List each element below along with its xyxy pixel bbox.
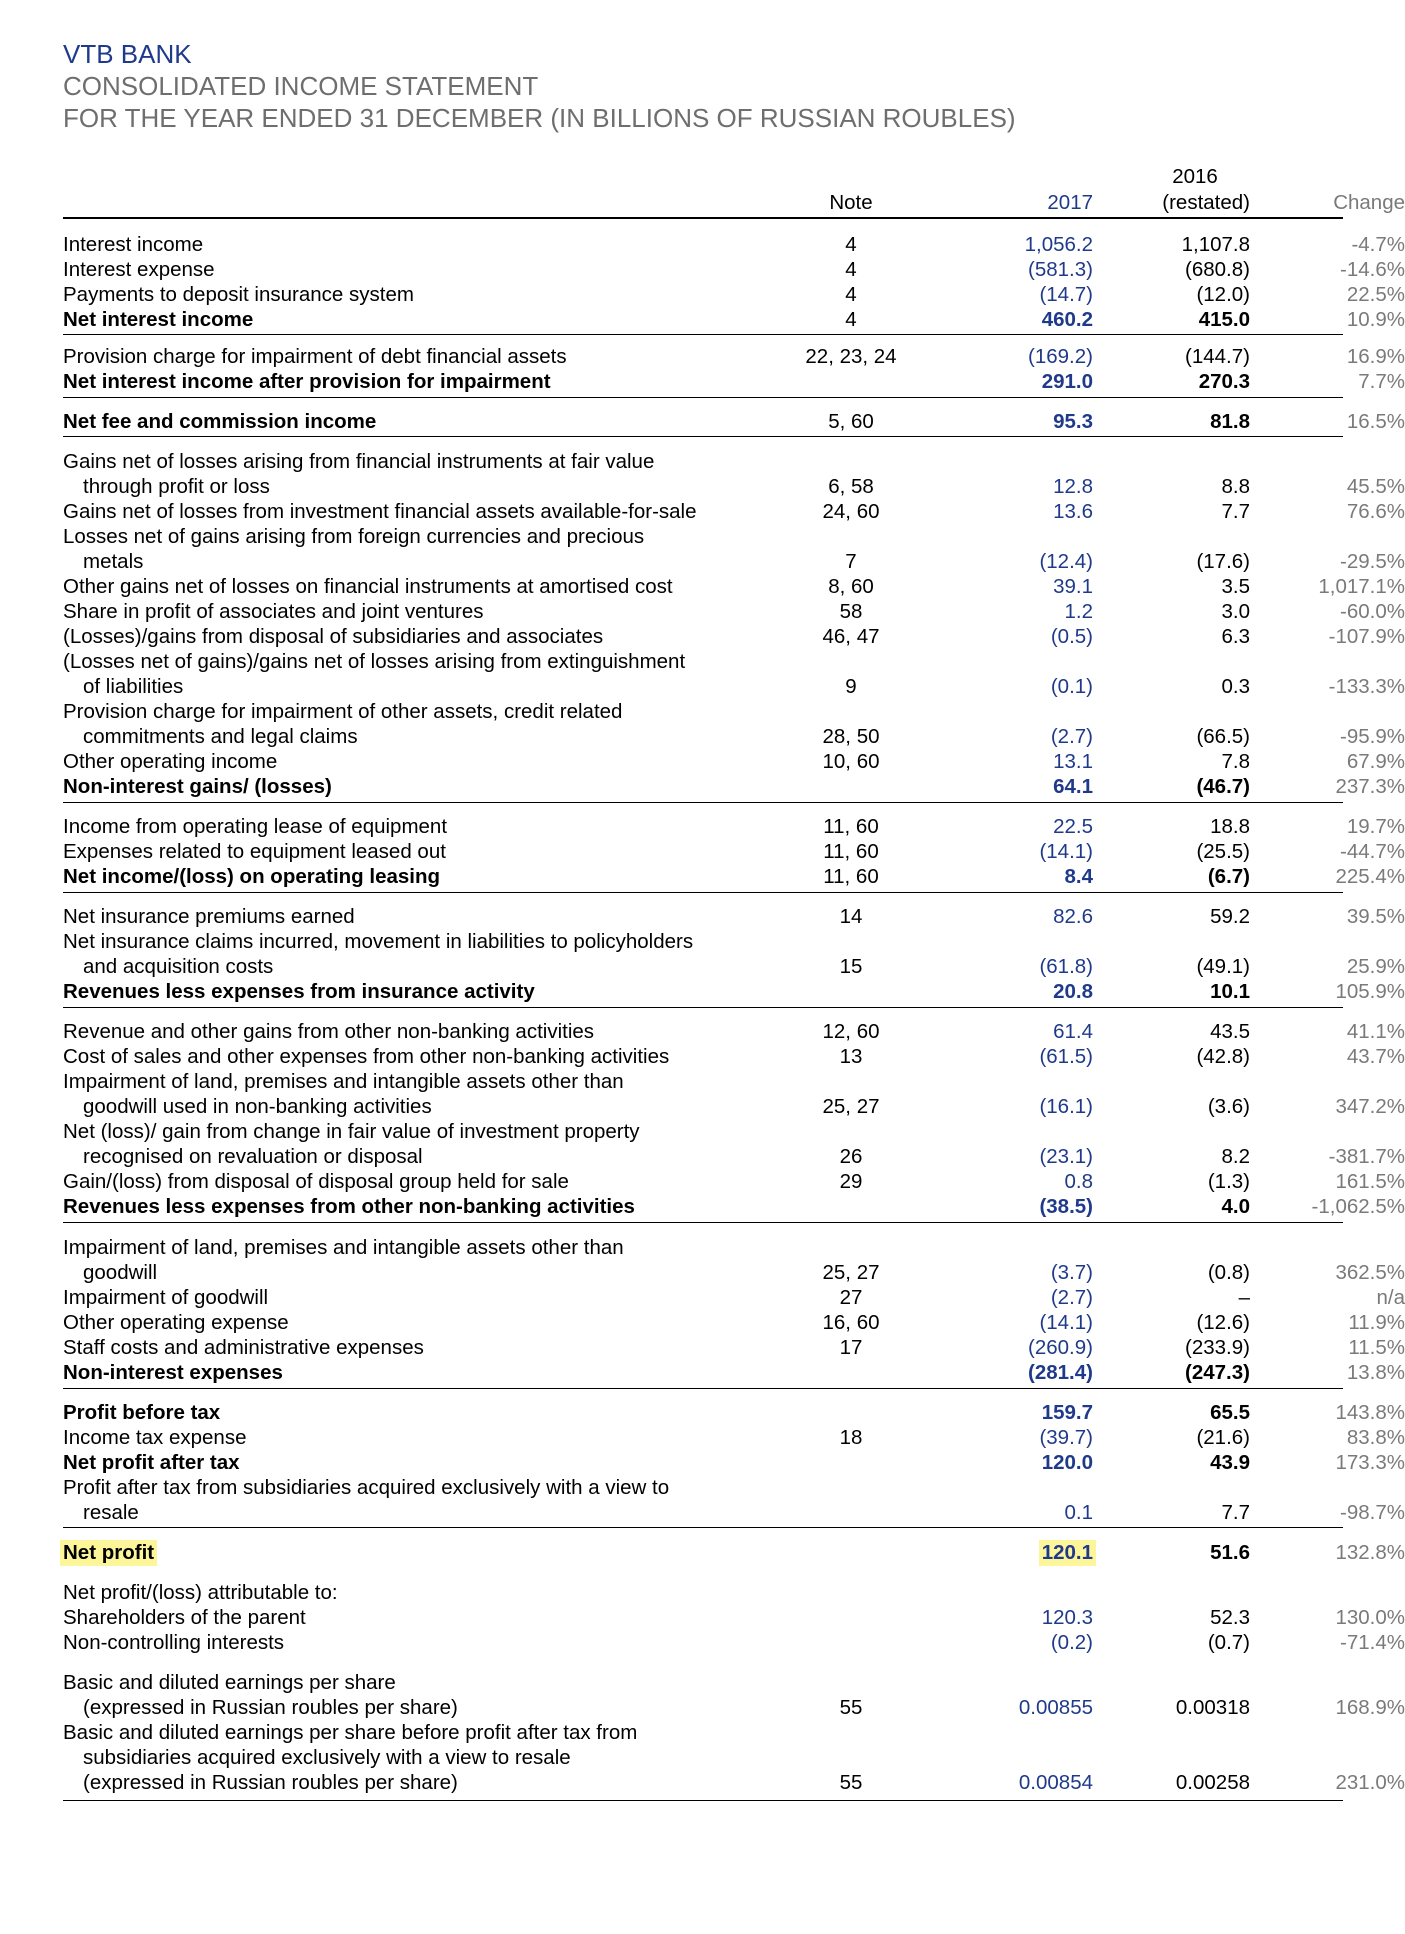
statement-row xyxy=(63,1119,1343,1145)
row-label: through profit or loss xyxy=(83,475,270,498)
row-value-2016: 1,107.8 xyxy=(1181,233,1250,256)
row-label: (expressed in Russian roubles per share) xyxy=(83,1696,458,1719)
statement-row xyxy=(63,1580,1343,1606)
statement-title: CONSOLIDATED INCOME STATEMENT xyxy=(63,71,539,101)
row-value-2016: (66.5) xyxy=(1196,725,1250,748)
row-note: 15 xyxy=(839,955,863,978)
row-value-2017: 22.5 xyxy=(1053,815,1093,838)
column-header-note: Note xyxy=(829,191,873,214)
section-rule xyxy=(63,1007,1343,1008)
row-note: 11, 60 xyxy=(823,840,879,863)
column-header-2016: 2016 xyxy=(1172,165,1218,188)
row-note: 46, 47 xyxy=(822,625,880,648)
row-value-2016: (17.6) xyxy=(1196,550,1250,573)
row-change: 1,017.1% xyxy=(1318,575,1405,598)
row-value-2017: (0.5) xyxy=(1050,625,1093,648)
statement-row xyxy=(63,1770,1405,1796)
row-value-2016: 3.5 xyxy=(1221,575,1250,598)
row-value-2017: (581.3) xyxy=(1028,258,1093,281)
column-header-2016-restated: (restated) xyxy=(1162,191,1250,214)
row-value-2016: 7.8 xyxy=(1221,750,1250,773)
row-change: -44.7% xyxy=(1340,840,1405,863)
row-value-2017: (61.8) xyxy=(1039,955,1093,978)
row-note: 7 xyxy=(845,550,857,573)
row-label: Net profit/(loss) attributable to: xyxy=(63,1581,338,1604)
row-value-2017: 82.6 xyxy=(1053,905,1093,928)
section-rule xyxy=(63,1222,1343,1223)
row-label: Revenues less expenses from other non-banking activities xyxy=(63,1195,635,1218)
row-label: Net insurance premiums earned xyxy=(63,905,355,928)
row-change: 11.9% xyxy=(1348,1311,1405,1334)
row-value-2017: (0.2) xyxy=(1050,1631,1093,1654)
statement-row xyxy=(63,1475,1343,1501)
row-label: subsidiaries acquired exclusively with a view to resale xyxy=(83,1746,571,1769)
section-rule xyxy=(63,436,1343,437)
row-value-2017: (16.1) xyxy=(1039,1095,1093,1118)
row-change: 7.7% xyxy=(1358,370,1405,393)
statement-row xyxy=(63,814,1405,840)
row-value-2016: (0.7) xyxy=(1207,1631,1250,1654)
row-change: 67.9% xyxy=(1346,750,1405,773)
statement-row xyxy=(63,724,1405,750)
row-value-2017: (14.7) xyxy=(1039,283,1093,306)
statement-row xyxy=(63,1310,1405,1336)
row-value-2016: (6.7) xyxy=(1207,865,1250,888)
row-note: 55 xyxy=(839,1771,863,1794)
row-change: 45.5% xyxy=(1346,475,1405,498)
row-value-2016: 43.5 xyxy=(1210,1020,1250,1043)
row-value-2017: 460.2 xyxy=(1041,308,1093,331)
row-value-2016: 270.3 xyxy=(1198,370,1250,393)
statement-row xyxy=(63,449,1343,475)
section-rule xyxy=(63,334,1343,335)
row-note: 14 xyxy=(839,905,863,928)
row-value-2016: – xyxy=(1238,1286,1250,1309)
row-value-2016: 415.0 xyxy=(1198,308,1250,331)
row-label: Gain/(loss) from disposal of disposal group held for sale xyxy=(63,1170,569,1193)
row-label: goodwill used in non-banking activities xyxy=(83,1095,432,1118)
statement-row xyxy=(63,1720,1343,1746)
statement-row xyxy=(63,574,1405,600)
row-change: -60.0% xyxy=(1340,600,1405,623)
row-value-2016: 51.6 xyxy=(1210,1541,1250,1564)
row-label: Impairment of land, premises and intangible assets other than xyxy=(63,1236,624,1259)
statement-row xyxy=(63,864,1405,890)
statement-row xyxy=(63,649,1343,675)
row-note: 4 xyxy=(845,233,857,256)
row-change: 43.7% xyxy=(1346,1045,1405,1068)
row-change: 76.6% xyxy=(1346,500,1405,523)
row-change: -381.7% xyxy=(1328,1145,1405,1168)
row-value-2017: 64.1 xyxy=(1053,775,1093,798)
row-label: Expenses related to equipment leased out xyxy=(63,840,446,863)
statement-row xyxy=(63,499,1405,525)
row-note: 4 xyxy=(845,308,857,331)
row-value-2017: (260.9) xyxy=(1028,1336,1093,1359)
row-change: 39.5% xyxy=(1346,905,1405,928)
row-value-2016: (3.6) xyxy=(1207,1095,1250,1118)
statement-row xyxy=(63,1400,1405,1426)
row-change: -29.5% xyxy=(1340,550,1405,573)
row-note: 10, 60 xyxy=(822,750,880,773)
row-value-2016: (0.8) xyxy=(1207,1261,1250,1284)
row-value-2016: 8.2 xyxy=(1221,1145,1250,1168)
row-value-2017: (281.4) xyxy=(1028,1361,1093,1384)
row-label: Staff costs and administrative expenses xyxy=(63,1336,424,1359)
statement-row xyxy=(63,839,1405,865)
row-note: 11, 60 xyxy=(823,815,879,838)
row-value-2016: (233.9) xyxy=(1185,1336,1250,1359)
row-value-2017: 0.00854 xyxy=(1018,1771,1093,1794)
row-value-2017: (0.1) xyxy=(1050,675,1093,698)
row-value-2017: 8.4 xyxy=(1064,865,1093,888)
row-change: 16.9% xyxy=(1346,345,1405,368)
statement-row xyxy=(63,1540,1405,1566)
row-change: n/a xyxy=(1376,1286,1405,1309)
row-change: 362.5% xyxy=(1335,1261,1405,1284)
row-value-2017: 95.3 xyxy=(1053,410,1093,433)
row-value-2016: 52.3 xyxy=(1210,1606,1250,1629)
row-change: 231.0% xyxy=(1335,1771,1405,1794)
row-change: -95.9% xyxy=(1340,725,1405,748)
row-note: 55 xyxy=(839,1696,863,1719)
row-note: 9 xyxy=(845,675,857,698)
row-value-2016: (46.7) xyxy=(1196,775,1250,798)
row-label: Non-controlling interests xyxy=(63,1631,285,1654)
row-label: Impairment of land, premises and intangible assets other than xyxy=(63,1070,624,1093)
row-value-2016: 8.8 xyxy=(1221,475,1250,498)
row-change: 10.9% xyxy=(1346,308,1405,331)
row-value-2017: (12.4) xyxy=(1039,550,1093,573)
statement-row xyxy=(63,474,1405,500)
section-rule xyxy=(63,1800,1343,1801)
row-note: 4 xyxy=(845,258,857,281)
row-note: 22, 23, 24 xyxy=(805,345,897,368)
row-change: 25.9% xyxy=(1346,955,1405,978)
row-note: 6, 58 xyxy=(828,475,874,498)
row-label: Shareholders of the parent xyxy=(63,1606,306,1629)
row-value-2016: 7.7 xyxy=(1221,1501,1250,1524)
row-note: 12, 60 xyxy=(822,1020,880,1043)
column-header-2017: 2017 xyxy=(1047,191,1093,214)
row-label: of liabilities xyxy=(83,675,184,698)
income-statement-table xyxy=(63,0,1405,1934)
row-label: resale xyxy=(83,1501,139,1524)
statement-row xyxy=(63,1360,1405,1386)
row-change: -14.6% xyxy=(1340,258,1405,281)
statement-row xyxy=(63,1194,1405,1220)
row-label: Basic and diluted earnings per share before profit after tax from xyxy=(63,1721,638,1744)
row-label: Revenue and other gains from other non-banking activities xyxy=(63,1020,595,1043)
row-label: commitments and legal claims xyxy=(83,725,358,748)
row-value-2016: (25.5) xyxy=(1196,840,1250,863)
row-label: (Losses)/gains from disposal of subsidiaries and associates xyxy=(63,625,604,648)
row-value-2017: (61.5) xyxy=(1039,1045,1093,1068)
row-label: Impairment of goodwill xyxy=(63,1286,269,1309)
row-change: 16.5% xyxy=(1346,410,1405,433)
statement-row xyxy=(63,1144,1405,1170)
statement-row xyxy=(63,369,1405,395)
row-value-2017: 39.1 xyxy=(1053,575,1093,598)
row-change: 237.3% xyxy=(1335,775,1405,798)
row-value-2017: 1.2 xyxy=(1064,600,1093,623)
row-change: 13.8% xyxy=(1346,1361,1405,1384)
statement-row xyxy=(63,1069,1343,1095)
section-rule xyxy=(63,802,1343,803)
row-label: (Losses net of gains)/gains net of losses arising from extinguishment xyxy=(63,650,686,673)
row-value-2016: 6.3 xyxy=(1221,625,1250,648)
row-note: 5, 60 xyxy=(828,410,874,433)
row-change: -71.4% xyxy=(1340,1631,1405,1654)
statement-row xyxy=(63,1235,1343,1261)
row-label: Non-interest gains/ (losses) xyxy=(63,775,332,798)
row-change: 105.9% xyxy=(1335,980,1405,1003)
statement-row xyxy=(63,524,1343,550)
statement-row xyxy=(63,1630,1405,1656)
row-label: Net income/(loss) on operating leasing xyxy=(63,865,441,888)
row-value-2016: (12.0) xyxy=(1196,283,1250,306)
row-label: Net interest income after provision for impairment xyxy=(63,370,551,393)
statement-row xyxy=(63,1169,1405,1195)
row-value-2016: 18.8 xyxy=(1210,815,1250,838)
row-value-2017: (3.7) xyxy=(1050,1261,1093,1284)
row-label: Income tax expense xyxy=(63,1426,247,1449)
statement-row xyxy=(63,749,1405,775)
row-value-2017: 0.8 xyxy=(1064,1170,1093,1193)
row-value-2017: 291.0 xyxy=(1041,370,1093,393)
row-value-2016: (49.1) xyxy=(1196,955,1250,978)
statement-row xyxy=(63,624,1405,650)
row-label: Provision charge for impairment of debt financial assets xyxy=(63,345,567,368)
row-label: Share in profit of associates and joint ventures xyxy=(63,600,484,623)
statement-row xyxy=(63,549,1405,575)
row-value-2017: 61.4 xyxy=(1053,1020,1093,1043)
row-label: Interest expense xyxy=(63,258,215,281)
row-note: 26 xyxy=(839,1145,863,1168)
statement-row xyxy=(63,1094,1405,1120)
statement-row xyxy=(63,344,1405,370)
row-change: 347.2% xyxy=(1335,1095,1405,1118)
row-label: Other operating income xyxy=(63,750,278,773)
row-value-2017: 20.8 xyxy=(1053,980,1093,1003)
row-value-2016: (42.8) xyxy=(1196,1045,1250,1068)
statement-row xyxy=(63,409,1405,435)
statement-row xyxy=(63,1605,1405,1631)
row-note: 28, 50 xyxy=(822,725,880,748)
statement-row xyxy=(63,929,1343,955)
statement-row xyxy=(63,1450,1405,1476)
row-change: 41.1% xyxy=(1346,1020,1405,1043)
row-value-2016: (144.7) xyxy=(1185,345,1250,368)
row-value-2016: 59.2 xyxy=(1210,905,1250,928)
row-change: 161.5% xyxy=(1335,1170,1405,1193)
row-note: 58 xyxy=(839,600,863,623)
row-value-2016: 43.9 xyxy=(1210,1451,1250,1474)
row-label: Net insurance claims incurred, movement in liabilities to policyholders xyxy=(63,930,694,953)
row-label: Gains net of losses arising from financial instruments at fair value xyxy=(63,450,655,473)
row-label: Non-interest expenses xyxy=(63,1361,283,1384)
row-change: 143.8% xyxy=(1335,1401,1405,1424)
row-value-2017: (39.7) xyxy=(1039,1426,1093,1449)
row-value-2017: 13.1 xyxy=(1053,750,1093,773)
row-change: -1,062.5% xyxy=(1311,1195,1405,1218)
statement-row xyxy=(63,674,1405,700)
row-note: 25, 27 xyxy=(822,1261,880,1284)
row-value-2017: (169.2) xyxy=(1028,345,1093,368)
statement-row xyxy=(63,599,1405,625)
row-value-2017: (14.1) xyxy=(1039,1311,1093,1334)
row-label: Net profit xyxy=(60,1540,157,1566)
row-label: goodwill xyxy=(83,1261,158,1284)
section-rule xyxy=(63,397,1343,398)
row-note: 29 xyxy=(839,1170,863,1193)
row-value-2017: 13.6 xyxy=(1053,500,1093,523)
row-change: 11.5% xyxy=(1348,1336,1405,1359)
row-value-2016: (12.6) xyxy=(1196,1311,1250,1334)
row-note: 25, 27 xyxy=(822,1095,880,1118)
row-label: Other gains net of losses on financial instruments at amortised cost xyxy=(63,575,673,598)
column-header-change: Change xyxy=(1333,191,1405,214)
section-rule xyxy=(63,1527,1343,1528)
row-change: 130.0% xyxy=(1335,1606,1405,1629)
row-label: Profit after tax from subsidiaries acquired exclusively with a view to xyxy=(63,1476,670,1499)
row-value-2017: 1,056.2 xyxy=(1024,233,1093,256)
statement-row xyxy=(63,257,1405,283)
row-label: metals xyxy=(83,550,144,573)
row-note: 18 xyxy=(839,1426,863,1449)
row-note: 13 xyxy=(839,1045,863,1068)
row-label: Income from operating lease of equipment xyxy=(63,815,448,838)
statement-subtitle: FOR THE YEAR ENDED 31 DECEMBER (IN BILLIONS OF RUSSIAN ROUBLES) xyxy=(63,103,1016,133)
row-change: 225.4% xyxy=(1335,865,1405,888)
row-label: recognised on revaluation or disposal xyxy=(83,1145,423,1168)
row-note: 11, 60 xyxy=(823,865,879,888)
statement-row xyxy=(63,1670,1343,1696)
row-value-2016: 0.3 xyxy=(1221,675,1250,698)
row-value-2017: (23.1) xyxy=(1039,1145,1093,1168)
row-change: 173.3% xyxy=(1335,1451,1405,1474)
row-label: Net (loss)/ gain from change in fair value of investment property xyxy=(63,1120,640,1143)
row-change: -98.7% xyxy=(1340,1501,1405,1524)
row-change: -133.3% xyxy=(1328,675,1405,698)
row-label: Other operating expense xyxy=(63,1311,289,1334)
statement-row xyxy=(63,1500,1405,1526)
row-value-2017: 0.00855 xyxy=(1018,1696,1093,1719)
row-change: 168.9% xyxy=(1335,1696,1405,1719)
row-value-2016: 65.5 xyxy=(1210,1401,1250,1424)
statement-row xyxy=(63,1044,1405,1070)
statement-row xyxy=(63,232,1405,258)
row-label: Basic and diluted earnings per share xyxy=(63,1671,396,1694)
row-value-2017: 159.7 xyxy=(1041,1401,1093,1424)
row-label: Interest income xyxy=(63,233,204,256)
row-change: 22.5% xyxy=(1346,283,1405,306)
statement-row xyxy=(63,979,1405,1005)
row-label: Provision charge for impairment of other assets, credit related xyxy=(63,700,623,723)
statement-row xyxy=(63,1019,1405,1045)
row-label: Net interest income xyxy=(63,308,254,331)
row-note: 4 xyxy=(845,283,857,306)
row-value-2016: 0.00258 xyxy=(1175,1771,1250,1794)
row-note: 17 xyxy=(839,1336,863,1359)
row-value-2016: 3.0 xyxy=(1221,600,1250,623)
row-value-2016: 10.1 xyxy=(1210,980,1250,1003)
statement-row xyxy=(63,699,1343,725)
row-note: 8, 60 xyxy=(828,575,874,598)
row-change: 83.8% xyxy=(1346,1426,1405,1449)
section-rule xyxy=(63,1388,1343,1389)
row-change: 132.8% xyxy=(1335,1541,1405,1564)
row-value-2017: (2.7) xyxy=(1050,1286,1093,1309)
header-rule xyxy=(63,217,1343,219)
row-label: Gains net of losses from investment financial assets available-for-sale xyxy=(63,500,697,523)
row-change: 19.7% xyxy=(1346,815,1405,838)
row-value-2017: 120.1 xyxy=(1039,1540,1096,1566)
statement-row xyxy=(63,1260,1405,1286)
row-note: 24, 60 xyxy=(822,500,880,523)
row-label: Revenues less expenses from insurance activity xyxy=(63,980,535,1003)
statement-row xyxy=(63,1425,1405,1451)
row-label: Payments to deposit insurance system xyxy=(63,283,414,306)
row-value-2016: (1.3) xyxy=(1207,1170,1250,1193)
statement-row xyxy=(63,1335,1405,1361)
bank-name: VTB BANK xyxy=(63,39,192,69)
row-value-2017: (38.5) xyxy=(1039,1195,1093,1218)
row-label: Profit before tax xyxy=(63,1401,221,1424)
statement-row xyxy=(63,307,1405,333)
statement-row xyxy=(63,774,1405,800)
row-value-2016: (21.6) xyxy=(1196,1426,1250,1449)
row-value-2017: (14.1) xyxy=(1039,840,1093,863)
row-value-2017: 12.8 xyxy=(1053,475,1093,498)
row-value-2017: 120.3 xyxy=(1041,1606,1093,1629)
row-value-2016: (680.8) xyxy=(1185,258,1250,281)
row-value-2016: 0.00318 xyxy=(1175,1696,1250,1719)
row-note: 27 xyxy=(839,1286,863,1309)
row-label: (expressed in Russian roubles per share) xyxy=(83,1771,458,1794)
statement-row xyxy=(63,1695,1405,1721)
row-value-2016: 4.0 xyxy=(1221,1195,1250,1218)
row-label: Net fee and commission income xyxy=(63,410,377,433)
row-value-2017: 120.0 xyxy=(1041,1451,1093,1474)
statement-row xyxy=(63,282,1405,308)
statement-row xyxy=(63,904,1405,930)
row-value-2017: 0.1 xyxy=(1064,1501,1093,1524)
row-value-2016: 81.8 xyxy=(1210,410,1250,433)
row-change: -107.9% xyxy=(1328,625,1405,648)
row-note: 16, 60 xyxy=(822,1311,880,1334)
section-rule xyxy=(63,892,1343,893)
row-change: -4.7% xyxy=(1351,233,1405,256)
row-label: and acquisition costs xyxy=(83,955,274,978)
row-label: Cost of sales and other expenses from other non-banking activities xyxy=(63,1045,670,1068)
row-value-2017: (2.7) xyxy=(1050,725,1093,748)
row-label: Net profit after tax xyxy=(63,1451,240,1474)
row-value-2016: 7.7 xyxy=(1221,500,1250,523)
statement-row xyxy=(63,1745,1343,1771)
statement-row xyxy=(63,1285,1405,1311)
row-value-2016: (247.3) xyxy=(1185,1361,1250,1384)
row-label: Losses net of gains arising from foreign currencies and precious xyxy=(63,525,645,548)
statement-row xyxy=(63,954,1405,980)
